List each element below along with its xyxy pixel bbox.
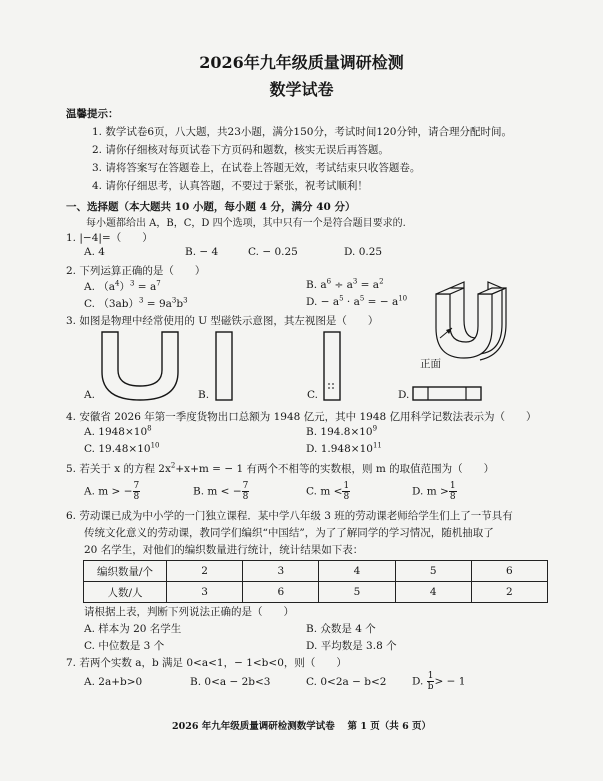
- page-title: 2026年九年级质量调研检测: [199, 53, 404, 72]
- tip-item: 2. 请你仔细核对每页试卷下方页码和题数，核实无误后再答题。: [92, 144, 389, 156]
- q5-option-a: A. m > − $\frac{7}{8}$: [84, 481, 140, 502]
- section-instruction: 每小题都给出 A，B，C，D 四个选项，其中只有一个是符合题目要求的.: [86, 218, 406, 229]
- q3-option-b: B.: [198, 389, 210, 401]
- figure-label: 正面: [420, 358, 441, 370]
- table-cell: 5: [395, 561, 471, 582]
- q6-option-a: A. 样本为 20 名学生: [84, 623, 182, 635]
- tip-item: 1. 数学试卷6页，八大题，共23小题，满分150分，考试时间120分钟，请合理分配时间。: [92, 126, 512, 138]
- q6-option-d: D. 平均数是 3.8 个: [306, 640, 397, 652]
- q3-option-b-figure: [214, 330, 236, 402]
- q2-option-c: C. $(3ab)^3 = 9a^3b^3$: [84, 296, 188, 310]
- tip-item: 4. 请你仔细思考，认真答题，不要过于紧张，祝考试顺利！: [92, 180, 368, 192]
- q3-option-c: C.: [307, 389, 318, 401]
- q2-option-d: D. − $a^5 \cdot a^5$ = − $a^{10}$: [306, 294, 408, 308]
- table-cell: 4: [395, 582, 471, 603]
- table-cell: 6: [471, 561, 547, 582]
- q3-option-a: A.: [84, 389, 95, 401]
- q1-stem: 1. |−4|=（ ）: [66, 232, 153, 244]
- q7-option-d: D. $\frac{1}{b}$ > − 1: [412, 671, 466, 692]
- table-row: [84, 582, 548, 603]
- q2-option-a: A. $(a^4)^3 = a^7$: [84, 279, 161, 293]
- q6-line: 20 名学生，对他们的编织数量进行统计，统计结果如下表：: [84, 544, 364, 556]
- table-cell: 2: [167, 561, 243, 582]
- tips-label: 温馨提示：: [66, 108, 119, 120]
- q3-option-d: D.: [398, 389, 410, 401]
- q2-stem: 2. 下列运算正确的是（ ）: [66, 265, 206, 277]
- q3-option-c-figure: [322, 330, 344, 402]
- page-footer: 2026 年九年级质量调研检测数学试卷 第 1 页（共 6 页）: [171, 721, 431, 732]
- q6-prompt: 请根据上表，判断下列说法正确的是（ ）: [84, 606, 294, 618]
- q6-option-b: B. 众数是 4 个: [306, 623, 376, 635]
- q3-option-d-figure: [412, 386, 482, 402]
- q5-stem: 5. 若关于 x 的方程 $2x^2+x+m$ = − 1 有两个不相等的实数根，则 m 的取值范围为（ ）: [66, 461, 495, 475]
- tip-item: 3. 请将答案写在答题卷上，在试卷上答题无效，考试结束只收答题卷。: [92, 162, 421, 174]
- table-header-cell: 编织数量/个: [84, 561, 167, 582]
- section-heading: 一、选择题（本大题共 10 小题，每小题 4 分，满分 40 分）: [66, 201, 356, 213]
- table-header-cell: 人数/人: [84, 582, 167, 603]
- q1-option-c: C. − 0.25: [248, 246, 298, 258]
- q6-line: 6. 劳动课已成为中小学的一门独立课程．某中学八年级 3 班的劳动课老师给学生们上了一节具有: [66, 510, 513, 522]
- q4-option-c: C. $19.48\times 10^{10}$: [84, 441, 160, 455]
- q7-option-a: A. 2a+b>0: [84, 676, 143, 688]
- table-cell: 2: [471, 582, 547, 603]
- table-cell: 3: [243, 561, 319, 582]
- q6-option-c: C. 中位数是 3 个: [84, 640, 165, 652]
- page-subtitle: 数学试卷: [269, 80, 334, 99]
- q6-line: 传统文化意义的劳动课，教同学们编织“中国结”，为了了解同学的学习情况，随机抽取了: [84, 527, 494, 539]
- q7-option-b: B. 0<a − 2b<3: [190, 676, 271, 688]
- q5-option-d: D. m > $\frac{1}{8}$: [412, 481, 456, 502]
- q5-option-b: B. m < − $\frac{7}{8}$: [193, 481, 249, 502]
- q7-option-c: C. 0<2a − b<2: [306, 676, 387, 688]
- table-cell: 3: [167, 582, 243, 603]
- table-cell: 6: [243, 582, 319, 603]
- q1-option-a: A. 4: [84, 246, 105, 258]
- q3-stem: 3. 如图是物理中经常使用的 U 型磁铁示意图，其左视图是（ ）: [66, 315, 379, 327]
- q2-option-b: B. $a^6 \div a^3 = a^2$: [306, 277, 384, 291]
- q4-option-b: B. $194.8\times 10^9$: [306, 424, 378, 438]
- knot-count-table: [83, 560, 548, 603]
- table-cell: 5: [319, 582, 395, 603]
- q7-stem: 7. 若两个实数 a，b 满足 0<a<1，− 1<b<0，则（ ）: [66, 657, 347, 669]
- q4-option-d: D. $1.948\times 10^{11}$: [306, 441, 382, 455]
- q1-option-d: D. 0.25: [344, 246, 383, 258]
- q1-option-b: B. − 4: [185, 246, 219, 258]
- q4-option-a: A. $1948\times 10^8$: [84, 424, 152, 438]
- q3-option-a-figure: [100, 330, 180, 402]
- q4-stem: 4. 安徽省 2026 年第一季度货物出口总额为 1948 亿元，其中 1948 亿用科学记数法表示为（ ）: [66, 411, 537, 423]
- table-row: [84, 561, 548, 582]
- table-cell: 4: [319, 561, 395, 582]
- q5-option-c: C. m < $\frac{1}{8}$: [306, 481, 350, 502]
